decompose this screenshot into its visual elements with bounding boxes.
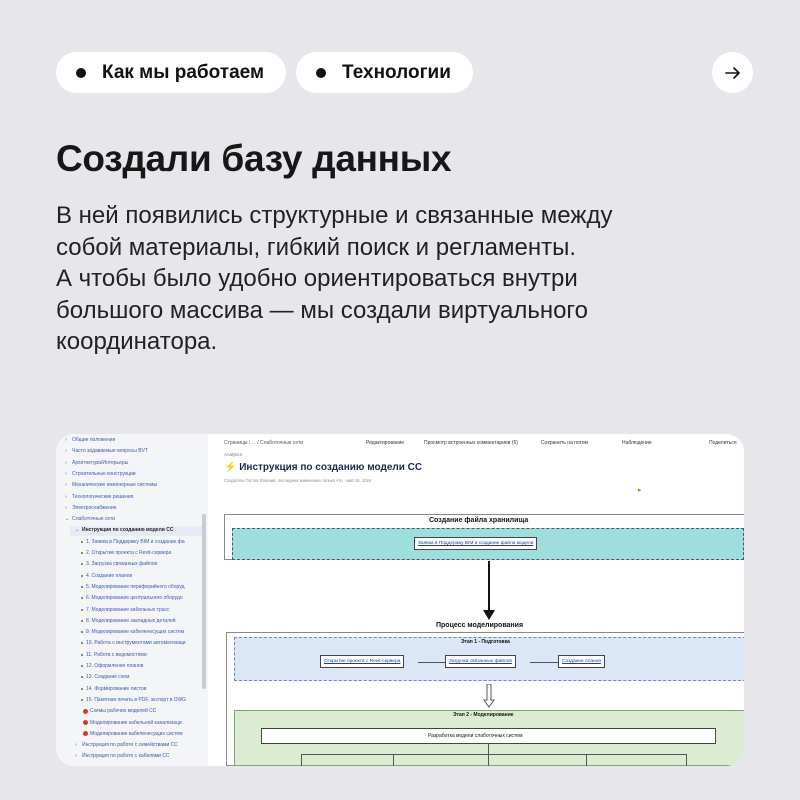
- next-button[interactable]: [712, 52, 753, 93]
- sidebar-item[interactable]: 15. Пакетная печать в PDF, экспорт в DWG: [86, 696, 187, 703]
- bullet-icon: [81, 620, 83, 622]
- sidebar-tree: [56, 434, 208, 766]
- sidebar-item[interactable]: 10. Работа с инструментами автоматизаци: [86, 640, 186, 647]
- stage2-inner-label: Разработка модели слаботочных систем: [428, 733, 523, 739]
- tag-how-we-work[interactable]: [56, 52, 286, 93]
- sidebar-item[interactable]: Инструкция по созданию модели СС: [82, 527, 174, 534]
- sidebar-scrollbar[interactable]: [202, 514, 206, 689]
- stage1-title: Этап 1 - Подготовка: [461, 639, 510, 645]
- flow-arrow-line: [488, 561, 490, 613]
- sidebar-item[interactable]: Моделирование кабельной канализаци: [90, 719, 182, 726]
- sidebar-item[interactable]: Инструкция по работе с кабелями СС: [82, 753, 170, 760]
- sidebar-item[interactable]: Общие положения: [72, 437, 116, 443]
- storage-title: Создание файла хранилища: [429, 517, 529, 524]
- sidebar-item[interactable]: Строительные конструкции: [72, 470, 136, 477]
- breadcrumb[interactable]: Страницы / ... / Слаботочные сети: [224, 440, 304, 446]
- branch-stub: [301, 754, 302, 766]
- branch-stub: [686, 754, 687, 766]
- no-entry-icon: [83, 720, 88, 725]
- sidebar-item[interactable]: Схемы рабочих моделей СС: [90, 708, 157, 715]
- sidebar-item[interactable]: 6. Моделирование центрального оборудо: [86, 595, 183, 602]
- tag-label: Как мы работаем: [102, 61, 265, 83]
- chevron-icon: ›: [65, 470, 67, 477]
- chevron-icon: ⌄: [65, 516, 70, 523]
- bullet-icon: [81, 586, 83, 588]
- tag-technologies[interactable]: [296, 52, 473, 93]
- doc-title-text: Инструкция по созданию модели СС: [239, 462, 423, 473]
- doc-meta: Создатель Гостев Евгений, последнее изменение только что · май 18, 2024: [224, 478, 372, 483]
- no-entry-icon: [83, 731, 88, 736]
- sidebar-item[interactable]: Инструкция по работе с семействами СС: [82, 742, 178, 749]
- stage1-step-1[interactable]: Открытие проекта с Revit-сервера: [320, 655, 404, 668]
- sidebar-item[interactable]: Технологические решения: [72, 493, 134, 500]
- arrow-down-icon: [483, 610, 495, 620]
- storage-link[interactable]: Заявка в Поддержку BIM и создание файла модели: [414, 537, 537, 550]
- sidebar-item[interactable]: 12. Оформление планов: [86, 663, 144, 669]
- description-line: собой материалы, гибкий поиск и регламенты.: [56, 233, 577, 261]
- database-screenshot: [56, 434, 744, 766]
- sidebar-item[interactable]: 14. Формирование листов: [86, 685, 147, 692]
- arrow-right-icon: [724, 64, 742, 82]
- analytics-link[interactable]: Analytics: [224, 452, 243, 457]
- sidebar-item[interactable]: 11. Работа с ведомостями: [86, 651, 147, 658]
- sidebar-item[interactable]: Часто задаваемые вопросы BVT: [72, 448, 149, 455]
- doc-title: [224, 462, 422, 473]
- sidebar-item[interactable]: 3. Загрузка связанных файлов: [86, 561, 158, 568]
- chevron-icon: ›: [65, 482, 67, 489]
- description-line: В ней появились структурные и связанные между: [56, 202, 613, 229]
- lightning-icon: ⚡: [224, 462, 237, 473]
- sidebar-item[interactable]: 7. Моделирование кабельных трасс: [86, 606, 170, 613]
- description: [56, 200, 746, 358]
- bullet-icon: [81, 552, 83, 554]
- tag-list: [56, 52, 473, 93]
- bullet-icon: [81, 597, 83, 599]
- page-title: Создали базу данных: [56, 138, 452, 179]
- process-title: Процесс моделирования: [436, 622, 524, 629]
- toolbar-comments[interactable]: Просмотр встроенных комментариев (6): [424, 440, 518, 446]
- bullet-icon: [81, 699, 83, 701]
- bullet-icon: [316, 68, 326, 78]
- bullet-icon: [81, 642, 83, 644]
- bullet-icon: [81, 541, 83, 543]
- branch-stub: [393, 754, 394, 766]
- chevron-icon: ›: [65, 504, 67, 511]
- sidebar-item[interactable]: 13. Создание схем: [86, 674, 130, 681]
- toolbar-watch[interactable]: Наблюдение: [622, 440, 652, 446]
- chevron-icon: ›: [65, 459, 67, 466]
- description-line: большого массива — мы создали виртуального: [56, 296, 589, 324]
- bullet-icon: [81, 609, 83, 611]
- description-line: А чтобы было удобно ориентироваться внутри: [56, 265, 578, 292]
- sidebar-item[interactable]: Механические инженерные системы: [72, 482, 158, 489]
- toolbar-save-later[interactable]: Сохранить на потом: [541, 440, 588, 446]
- sidebar-item[interactable]: 2. Открытие проекта с Revit-сервера: [86, 550, 172, 556]
- chevron-icon: ›: [75, 742, 77, 749]
- sidebar-item[interactable]: 5. Моделирование периферийного оборуд: [86, 583, 185, 590]
- sidebar-item[interactable]: Слаботочные сети: [72, 516, 116, 523]
- sidebar-item[interactable]: 1. Заявка в Поддержку BIM и создание фа: [86, 538, 185, 545]
- sidebar-item[interactable]: 4. Создание планов: [86, 572, 133, 579]
- bullet-icon: [81, 563, 83, 565]
- sidebar-item[interactable]: Электроснабжение: [72, 504, 117, 511]
- sidebar-item[interactable]: Архитектура/Интерьеры: [72, 459, 129, 466]
- hollow-arrow-down-icon: [483, 684, 495, 708]
- bullet-icon: [81, 665, 83, 667]
- stage2-title: Этап 2 - Моделирование: [453, 712, 514, 718]
- no-entry-icon: [83, 709, 88, 714]
- tag-label: Технологии: [342, 61, 451, 83]
- chevron-icon: ›: [75, 753, 77, 760]
- toolbar-edit[interactable]: Редактирование: [366, 440, 405, 446]
- sidebar-item[interactable]: 9. Моделирование кабеленесущих систем: [86, 629, 185, 636]
- branch-line: [301, 754, 686, 755]
- sidebar-item[interactable]: Моделирование кабеленесущих систем: [90, 730, 183, 737]
- step-connector: [418, 662, 446, 663]
- chevron-icon: ›: [65, 437, 67, 443]
- stage1-step-2[interactable]: Загрузка связанных файлов: [445, 655, 516, 668]
- bullet-icon: [81, 631, 83, 633]
- description-line: координатора.: [56, 328, 218, 355]
- bullet-icon: [76, 68, 86, 78]
- chevron-icon: ›: [65, 493, 67, 500]
- bullet-icon: [81, 676, 83, 678]
- stage1-step-3[interactable]: Создание планов: [558, 655, 605, 668]
- bullet-icon: [81, 654, 83, 656]
- chevron-icon: ›: [65, 448, 67, 455]
- cursor-icon: ▸: [638, 487, 642, 494]
- toolbar-share[interactable]: Поделиться: [709, 440, 737, 446]
- bullet-icon: [81, 688, 83, 690]
- sidebar-item[interactable]: 8. Моделирование закладных деталей: [86, 617, 176, 624]
- step-connector: [530, 662, 558, 663]
- branch-stub: [488, 744, 489, 766]
- branch-stub: [586, 754, 587, 766]
- bullet-icon: [81, 575, 83, 577]
- chevron-icon: ⌄: [75, 527, 80, 534]
